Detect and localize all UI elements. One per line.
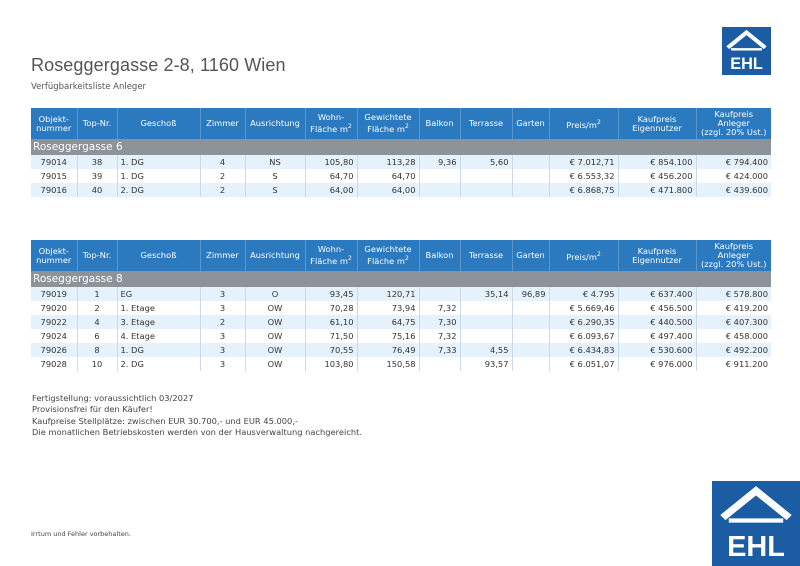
cell-preis-m2: € 4.795	[549, 287, 618, 301]
cell-terrasse: 4,55	[460, 343, 512, 357]
cell-wohnflaeche: 70,55	[305, 343, 357, 357]
cell-preis-m2: € 6.434,83	[549, 343, 618, 357]
cell-geschoss: 4. Etage	[117, 329, 200, 343]
cell-ausrichtung: O	[245, 287, 305, 301]
table-row	[31, 357, 771, 371]
cell-kaufpreis-anleger: € 407.300	[696, 315, 771, 329]
cell-balkon: 9,36	[419, 155, 460, 169]
ehl-logo-text: EHL	[730, 55, 763, 74]
col-wohnflaeche: Wohn- Fläche $m^2$	[305, 240, 357, 271]
cell-wohnflaeche: 105,80	[305, 155, 357, 169]
cell-ausrichtung: OW	[245, 301, 305, 315]
cell-garten	[512, 183, 549, 197]
cell-wohnflaeche: 71,50	[305, 329, 357, 343]
cell-balkon	[419, 183, 460, 197]
cell-gewichtete-flaeche: 150,58	[357, 357, 419, 371]
cell-balkon	[419, 169, 460, 183]
table-row	[31, 329, 771, 343]
cell-terrasse: 5,60	[460, 155, 512, 169]
cell-preis-m2: € 5.669,46	[549, 301, 618, 315]
cell-kaufpreis-anleger: € 911.200	[696, 357, 771, 371]
cell-preis-m2: € 7.012,71	[549, 155, 618, 169]
cell-top-nr: 40	[77, 183, 117, 197]
col-geschoss: Geschoß	[117, 240, 200, 271]
col-preis-m2: Preis/$m^2$	[549, 240, 618, 271]
group-label: Roseggergasse 6	[31, 139, 771, 155]
cell-top-nr: 2	[77, 301, 117, 315]
cell-geschoss: EG	[117, 287, 200, 301]
cell-geschoss: 1. DG	[117, 343, 200, 357]
availability-table-roseggergasse-6	[31, 108, 771, 197]
cell-zimmer: 3	[200, 287, 245, 301]
cell-wohnflaeche: 64,00	[305, 183, 357, 197]
cell-kaufpreis-anleger: € 419.200	[696, 301, 771, 315]
group-label: Roseggergasse 8	[31, 271, 771, 287]
cell-terrasse: 35,14	[460, 287, 512, 301]
table-header-row	[31, 108, 771, 139]
table-row	[31, 287, 771, 301]
col-wohnflaeche: Wohn- Fläche $m^2$	[305, 108, 357, 139]
col-garten: Garten	[512, 108, 549, 139]
cell-ausrichtung: OW	[245, 357, 305, 371]
cell-kaufpreis-anleger: € 424.000	[696, 169, 771, 183]
cell-garten	[512, 329, 549, 343]
cell-terrasse	[460, 183, 512, 197]
cell-preis-m2: € 6.290,35	[549, 315, 618, 329]
col-gewichtete-flaeche: Gewichtete Fläche $m^2$	[357, 108, 419, 139]
cell-kaufpreis-eigennutzer: € 440.500	[618, 315, 696, 329]
cell-terrasse	[460, 301, 512, 315]
cell-kaufpreis-anleger: € 492.200	[696, 343, 771, 357]
cell-garten: 96,89	[512, 287, 549, 301]
cell-kaufpreis-anleger: € 439.600	[696, 183, 771, 197]
cell-garten	[512, 301, 549, 315]
cell-objektnummer: 79026	[31, 343, 77, 357]
col-ausrichtung: Ausrichtung	[245, 240, 305, 271]
col-objektnummer: Objekt- nummer	[31, 108, 77, 139]
cell-balkon: 7,33	[419, 343, 460, 357]
cell-preis-m2: € 6.553,32	[549, 169, 618, 183]
ehl-logo-icon	[712, 481, 800, 566]
cell-ausrichtung: NS	[245, 155, 305, 169]
col-ausrichtung: Ausrichtung	[245, 108, 305, 139]
col-terrasse: Terrasse	[460, 108, 512, 139]
cell-zimmer: 2	[200, 169, 245, 183]
col-gewichtete-flaeche: Gewichtete Fläche $m^2$	[357, 240, 419, 271]
cell-objektnummer: 79022	[31, 315, 77, 329]
cell-geschoss: 1. Etage	[117, 301, 200, 315]
footer-disclaimer: Irrtum und Fehler vorbehalten.	[31, 530, 131, 538]
cell-top-nr: 39	[77, 169, 117, 183]
cell-gewichtete-flaeche: 64,00	[357, 183, 419, 197]
cell-garten	[512, 315, 549, 329]
table-row	[31, 169, 771, 183]
col-top-nr: Top-Nr.	[77, 108, 117, 139]
cell-objektnummer: 79024	[31, 329, 77, 343]
cell-objektnummer: 79014	[31, 155, 77, 169]
col-kaufpreis-eigennutzer: Kaufpreis Eigennutzer	[618, 240, 696, 271]
col-terrasse: Terrasse	[460, 240, 512, 271]
cell-balkon: 7,32	[419, 329, 460, 343]
cell-garten	[512, 343, 549, 357]
col-top-nr: Top-Nr.	[77, 240, 117, 271]
cell-gewichtete-flaeche: 120,71	[357, 287, 419, 301]
col-preis-m2: Preis/$m^2$	[549, 108, 618, 139]
cell-objektnummer: 79028	[31, 357, 77, 371]
note-line: Die monatlichen Betriebskosten werden von der Hausverwaltung nachgereicht.	[32, 426, 363, 437]
cell-terrasse: 93,57	[460, 357, 512, 371]
cell-top-nr: 8	[77, 343, 117, 357]
cell-ausrichtung: OW	[245, 343, 305, 357]
cell-kaufpreis-anleger: € 458.000	[696, 329, 771, 343]
cell-wohnflaeche: 93,45	[305, 287, 357, 301]
cell-balkon	[419, 287, 460, 301]
availability-table-roseggergasse-8	[31, 240, 771, 371]
group-row	[31, 271, 771, 287]
cell-ausrichtung: OW	[245, 315, 305, 329]
note-line: Fertigstellung: voraussichtlich 03/2027	[32, 393, 194, 403]
table-row	[31, 315, 771, 329]
cell-objektnummer: 79016	[31, 183, 77, 197]
cell-kaufpreis-eigennutzer: € 497.400	[618, 329, 696, 343]
cell-zimmer: 3	[200, 301, 245, 315]
col-balkon: Balkon	[419, 108, 460, 139]
cell-kaufpreis-eigennutzer: € 471.800	[618, 183, 696, 197]
cell-kaufpreis-anleger: € 794.400	[696, 155, 771, 169]
cell-zimmer: 3	[200, 357, 245, 371]
cell-wohnflaeche: 70,28	[305, 301, 357, 315]
cell-objektnummer: 79019	[31, 287, 77, 301]
col-geschoss: Geschoß	[117, 108, 200, 139]
cell-top-nr: 6	[77, 329, 117, 343]
col-kaufpreis-anleger: Kaufpreis Anleger (zzgl. 20% Ust.)	[696, 108, 771, 139]
cell-top-nr: 10	[77, 357, 117, 371]
cell-terrasse	[460, 169, 512, 183]
cell-gewichtete-flaeche: 64,75	[357, 315, 419, 329]
cell-balkon: 7,30	[419, 315, 460, 329]
col-kaufpreis-eigennutzer: Kaufpreis Eigennutzer	[618, 108, 696, 139]
cell-kaufpreis-eigennutzer: € 456.500	[618, 301, 696, 315]
table-header-row	[31, 240, 771, 271]
ehl-logo-text: EHL	[727, 530, 785, 563]
cell-objektnummer: 79015	[31, 169, 77, 183]
cell-geschoss: 2. DG	[117, 183, 200, 197]
cell-balkon	[419, 357, 460, 371]
cell-top-nr: 38	[77, 155, 117, 169]
cell-geschoss: 1. DG	[117, 169, 200, 183]
cell-preis-m2: € 6.093,67	[549, 329, 618, 343]
cell-ausrichtung: S	[245, 169, 305, 183]
cell-top-nr: 4	[77, 315, 117, 329]
note-line: Provisionsfrei für den Käufer!	[32, 404, 153, 415]
table-row	[31, 183, 771, 197]
col-kaufpreis-anleger: Kaufpreis Anleger (zzgl. 20% Ust.)	[696, 240, 771, 271]
cell-gewichtete-flaeche: 64,70	[357, 169, 419, 183]
note-line: Kaufpreise Stellplätze: zwischen EUR 30.700,- und EUR 45.000,-	[32, 415, 298, 426]
table-row	[31, 343, 771, 357]
cell-kaufpreis-eigennutzer: € 637.400	[618, 287, 696, 301]
cell-gewichtete-flaeche: 113,28	[357, 155, 419, 169]
cell-geschoss: 1. DG	[117, 155, 200, 169]
table-row	[31, 301, 771, 315]
col-zimmer: Zimmer	[200, 240, 245, 271]
cell-objektnummer: 79020	[31, 301, 77, 315]
cell-kaufpreis-anleger: € 578.800	[696, 287, 771, 301]
cell-geschoss: 2. DG	[117, 357, 200, 371]
cell-geschoss: 3. Etage	[117, 315, 200, 329]
cell-garten	[512, 169, 549, 183]
ehl-logo-top	[722, 27, 771, 75]
cell-ausrichtung: S	[245, 183, 305, 197]
cell-preis-m2: € 6.868,75	[549, 183, 618, 197]
cell-zimmer: 2	[200, 183, 245, 197]
cell-kaufpreis-eigennutzer: € 456.200	[618, 169, 696, 183]
col-zimmer: Zimmer	[200, 108, 245, 139]
cell-terrasse	[460, 315, 512, 329]
cell-garten	[512, 357, 549, 371]
group-row	[31, 139, 771, 155]
cell-balkon: 7,32	[419, 301, 460, 315]
col-balkon: Balkon	[419, 240, 460, 271]
cell-wohnflaeche: 103,80	[305, 357, 357, 371]
cell-kaufpreis-eigennutzer: € 854.100	[618, 155, 696, 169]
cell-garten	[512, 155, 549, 169]
cell-ausrichtung: OW	[245, 329, 305, 343]
cell-wohnflaeche: 64,70	[305, 169, 357, 183]
cell-zimmer: 2	[200, 315, 245, 329]
cell-gewichtete-flaeche: 76,49	[357, 343, 419, 357]
cell-zimmer: 3	[200, 329, 245, 343]
cell-zimmer: 3	[200, 343, 245, 357]
ehl-logo-bottom	[712, 481, 800, 566]
col-objektnummer: Objekt- nummer	[31, 240, 77, 271]
cell-preis-m2: € 6.051,07	[549, 357, 618, 371]
cell-zimmer: 4	[200, 155, 245, 169]
cell-wohnflaeche: 61,10	[305, 315, 357, 329]
cell-kaufpreis-eigennutzer: € 530.600	[618, 343, 696, 357]
cell-top-nr: 1	[77, 287, 117, 301]
page-title: Roseggergasse 2-8, 1160 Wien	[31, 55, 286, 75]
cell-terrasse	[460, 329, 512, 343]
page-subtitle: Verfügbarkeitsliste Anleger	[31, 82, 147, 92]
ehl-logo-icon	[722, 27, 771, 75]
cell-gewichtete-flaeche: 73,94	[357, 301, 419, 315]
cell-gewichtete-flaeche: 75,16	[357, 329, 419, 343]
col-garten: Garten	[512, 240, 549, 271]
table-row	[31, 155, 771, 169]
notes-block	[32, 393, 362, 438]
cell-kaufpreis-eigennutzer: € 976.000	[618, 357, 696, 371]
